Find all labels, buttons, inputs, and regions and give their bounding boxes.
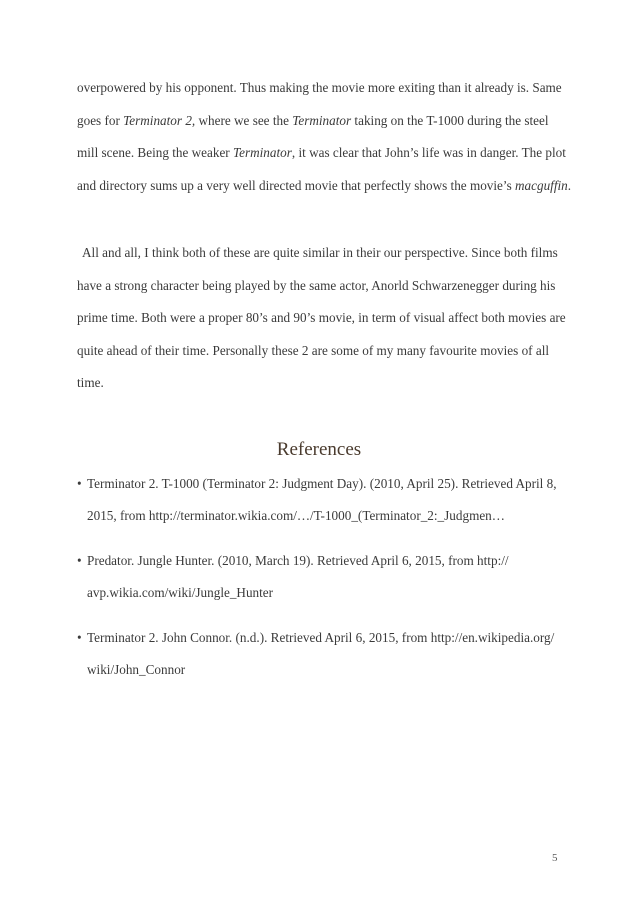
reference-line: Terminator 2. John Connor. (n.d.). Retrieved April 6, 2015, from http://en.wikipedia.org/	[87, 630, 555, 645]
paragraph-line: prime time. Both were a proper 80’s and 90’s movie, in term of visual affect both movies are	[77, 310, 566, 325]
page-number: 5	[552, 852, 558, 864]
bullet-icon: •	[77, 630, 82, 645]
reference-item	[77, 468, 567, 532]
paragraph-line: have a strong character being played by the same actor, Anorld Schwarzenegger during his	[77, 277, 556, 293]
paragraph-line	[77, 170, 572, 203]
paragraph-line: quite ahead of their time. Personally these 2 are some of my many favourite movies of all	[77, 342, 550, 358]
reference-line: Predator. Jungle Hunter. (2010, March 19). Retrieved April 6, 2015, from http://	[87, 553, 509, 568]
reference-line: avp.wikia.com/wiki/Jungle_Hunter	[87, 585, 274, 600]
text-run: and directory sums up a very well directed movie that perfectly shows the movie’s	[77, 177, 515, 193]
paragraph-line	[77, 137, 567, 170]
paragraph-line: overpowered by his opponent. Thus making the movie more exiting than it already is. Same	[77, 80, 562, 95]
text-run: mill scene. Being the weaker	[77, 145, 233, 160]
italic-title: Terminator 2,	[123, 112, 196, 128]
reference-item	[77, 622, 567, 686]
body-paragraph-2	[77, 237, 567, 400]
reference-line: 2015, from http://terminator.wikia.com/…/T-1000_(Terminator_2:_Judgmen…	[87, 508, 505, 523]
italic-title: Terminator	[233, 145, 292, 160]
bullet-icon: •	[77, 476, 82, 491]
references-list	[77, 468, 567, 699]
text-run: where we see the	[195, 112, 293, 128]
references-heading: References	[276, 439, 362, 460]
bullet-icon: •	[77, 553, 82, 568]
text-run: , it was clear that John’s life was in danger. The plot	[291, 145, 566, 160]
italic-term: macguffin	[515, 177, 568, 193]
reference-line: Terminator 2. T-1000 (Terminator 2: Judgment Day). (2010, April 25). Retrieved April 8,	[87, 476, 557, 491]
text-run: taking on the T-1000 during the steel	[351, 112, 549, 128]
reference-line: wiki/John_Connor	[87, 662, 186, 677]
paragraph-line: All and all, I think both of these are quite similar in their our perspective. Since both films	[82, 245, 558, 260]
text-run: .	[567, 177, 572, 193]
italic-title: Terminator	[292, 112, 352, 128]
paragraph-line	[77, 105, 567, 138]
paragraph-line: time.	[77, 375, 104, 390]
text-run: goes for	[77, 112, 124, 128]
body-paragraph-1	[77, 72, 572, 202]
reference-item	[77, 545, 567, 609]
